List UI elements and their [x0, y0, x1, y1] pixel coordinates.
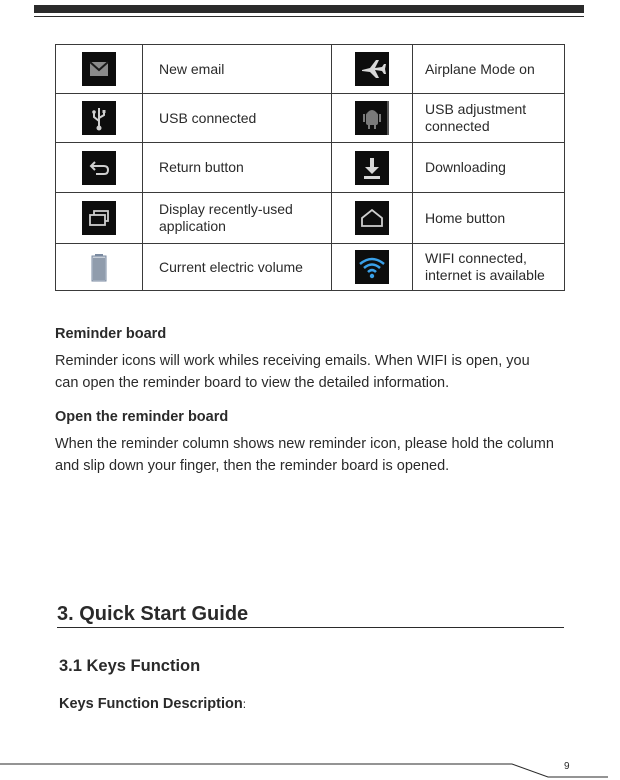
table-cell-label: USB connected — [143, 94, 332, 143]
table-cell-label: Return button — [143, 143, 332, 193]
home-icon — [355, 201, 389, 235]
open-reminder-body: When the reminder column shows new reminder icon, please hold the column and slip down your finger, then the reminder board is opened. — [55, 436, 554, 474]
header-bar — [34, 5, 584, 13]
table-cell-label: Airplane Mode on — [413, 45, 565, 94]
page-number: 9 — [564, 761, 570, 772]
keys-function-label — [59, 696, 246, 712]
return-icon — [82, 151, 116, 185]
subsection-heading: 3.1 Keys Function — [59, 657, 201, 675]
reminder-board-body: Reminder icons will work whiles receiving emails. When WIFI is open, you can open the reminder board to view the detailed information. — [55, 353, 530, 391]
airplane-mode-icon — [355, 52, 389, 86]
table-cell-label: USB adjustment connected — [413, 94, 565, 143]
table-row — [56, 193, 565, 244]
battery-volume-icon — [82, 250, 116, 284]
recent-apps-icon — [82, 201, 116, 235]
table-row — [56, 94, 565, 143]
usb-icon — [82, 101, 116, 135]
keys-function-colon: : — [242, 697, 247, 711]
table-row — [56, 45, 565, 94]
reminder-board-title: Reminder board — [55, 326, 167, 342]
table-row — [56, 244, 565, 291]
section-heading: 3. Quick Start Guide — [57, 603, 249, 625]
table-cell-label: Current electric volume — [143, 244, 332, 291]
table-cell-label: Home button — [413, 193, 565, 244]
table-cell-label: Downloading — [413, 143, 565, 193]
download-icon — [355, 151, 389, 185]
open-reminder-title: Open the reminder board — [55, 409, 229, 425]
wifi-icon — [355, 250, 389, 284]
table-cell-label: WIFI connected, internet is available — [413, 244, 565, 291]
status-icon-table — [55, 44, 565, 291]
footer-rule — [0, 756, 620, 780]
usb-debug-icon — [355, 101, 389, 135]
table-cell-label: New email — [143, 45, 332, 94]
table-cell-label: Display recently-used application — [143, 193, 332, 244]
table-row — [56, 143, 565, 193]
section-heading-rule — [57, 627, 564, 628]
new-email-icon — [82, 52, 116, 86]
keys-function-text: Keys Function Description — [59, 696, 243, 712]
header-rule — [34, 16, 584, 17]
